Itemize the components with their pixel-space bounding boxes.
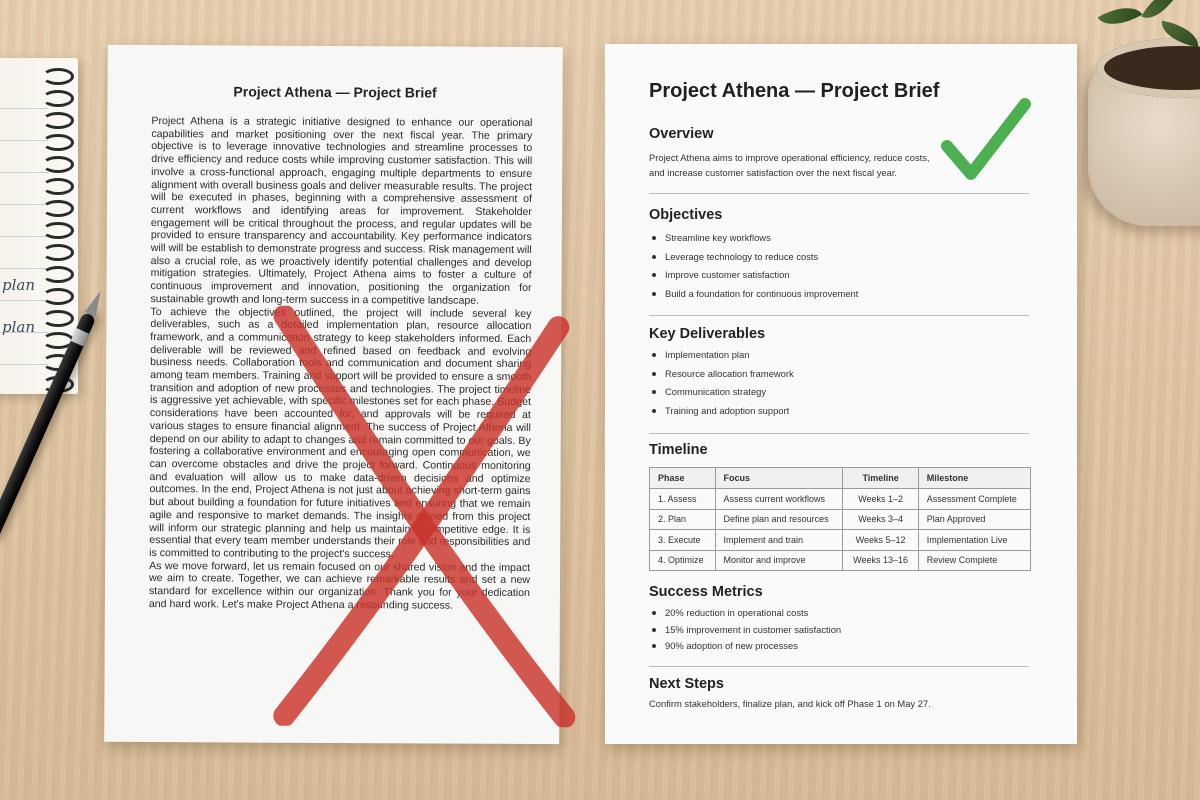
list-item: Improve customer satisfaction xyxy=(649,269,1033,288)
overview-line: Project Athena aims to improve operational efficiency, reduce costs, xyxy=(649,152,930,163)
list-item: Implementation plan xyxy=(649,349,1033,368)
left-document xyxy=(104,45,563,744)
plant-leaf xyxy=(1098,0,1143,35)
notebook-note: plan xyxy=(2,318,36,336)
list-item: Streamline key workflows xyxy=(649,232,1033,251)
table-row xyxy=(650,550,1031,571)
list-item: 15% improvement in customer satisfaction xyxy=(649,624,1033,641)
next-steps-text: Confirm stakeholders, finalize plan, and kick off Phase 1 on May 27. xyxy=(649,698,931,709)
overview-text xyxy=(649,150,947,180)
table-cell: Implementation Live xyxy=(918,530,1030,551)
metrics-heading: Success Metrics xyxy=(649,584,763,600)
plant-leaf xyxy=(1141,0,1178,26)
objectives-list xyxy=(649,232,1033,306)
table-header: Milestone xyxy=(918,468,1030,489)
table-cell: Weeks 3–4 xyxy=(843,509,918,530)
deliverables-list xyxy=(649,349,1033,423)
deliverables-heading: Key Deliverables xyxy=(649,326,766,342)
table-cell: Assess current workflows xyxy=(715,489,843,510)
table-cell: Assessment Complete xyxy=(918,489,1030,510)
table-cell: 1. Assess xyxy=(650,489,716,510)
right-document-title: Project Athena — Project Brief xyxy=(649,80,940,102)
overview-heading: Overview xyxy=(649,126,714,142)
table-cell: Weeks 1–2 xyxy=(843,489,918,510)
timeline-table xyxy=(649,467,1031,571)
list-item: 90% adoption of new processes xyxy=(649,640,1033,657)
objectives-heading: Objectives xyxy=(649,207,723,223)
divider xyxy=(649,433,1029,434)
spiral-notebook xyxy=(0,58,78,394)
left-document-title: Project Athena — Project Brief xyxy=(233,83,437,101)
metrics-list xyxy=(649,607,1033,657)
table-cell: Review Complete xyxy=(918,550,1030,571)
table-cell: Weeks 13–16 xyxy=(843,550,918,571)
timeline-heading: Timeline xyxy=(649,442,708,458)
list-item: Build a foundation for continuous improvement xyxy=(649,288,1033,307)
list-item: Communication strategy xyxy=(649,386,1033,405)
table-cell: Plan Approved xyxy=(918,509,1030,530)
divider xyxy=(649,666,1029,667)
red-x-icon xyxy=(264,306,586,728)
left-paragraph: As we move forward, let us remain focused on our shared vision and the impact we aim to create. Together, we can achieve remarkable results and set a new standard for excellence within our organization. Thank you for your dedication and hard work. Let's make Project Athena a resounding success. xyxy=(148,559,531,612)
table-cell: Define plan and resources xyxy=(715,509,843,530)
table-header: Timeline xyxy=(843,468,918,489)
left-paragraph: To achieve the objectives outlined, the project will include several key deliverables, such as a detailed implementation plan, resource allocation framework, and a communication strategy to keep stakeholders informed. Each deliverable will be reviewed and refined based on feedback and evolving business needs. Collaboration tools and communication and document sharing among team members. Training and support will be provided to ensure a smooth transition and adoption of new processes and technologies. The project timeline is aggressive yet achievable, with specific milestones set for each phase. Budget considerations have been accounted for, and approvals will be required at various stages to ensure financial alignment. The success of Project Athena will depend on our ability to adapt to changes and remain committed to our goals. By fostering a collaborative environment and encouraging open communication, we can overcome obstacles and drive the project forward. Continuous monitoring and evaluation will allow us to make data-driven decisions and optimize outcomes. In the end, Project Athena is not just about achieving short-term gains but about building a foundation for future initiatives and ensuring that we remain agile and responsive to market demands. The insights gained from this project will inform our strategic planning and help us maintain a competitive edge. It is essential that every team member understands their role and responsibilities and is committed to contributing to the project's success. xyxy=(149,305,532,561)
list-item: 20% reduction in operational costs xyxy=(649,607,1033,624)
list-item: Training and adoption support xyxy=(649,405,1033,424)
table-cell: 3. Execute xyxy=(650,530,716,551)
table-row xyxy=(650,530,1031,551)
plant-pot xyxy=(1088,56,1200,226)
table-cell: Monitor and improve xyxy=(715,550,843,571)
right-document xyxy=(605,44,1077,744)
list-item: Leverage technology to reduce costs xyxy=(649,251,1033,270)
table-cell: 4. Optimize xyxy=(650,550,716,571)
table-header: Focus xyxy=(715,468,843,489)
divider xyxy=(649,193,1029,194)
next-steps-heading: Next Steps xyxy=(649,676,724,692)
notebook-note: plan xyxy=(2,276,36,294)
overview-line: and increase customer satisfaction over the next fiscal year. xyxy=(649,167,898,178)
table-row xyxy=(650,489,1031,510)
list-item: Resource allocation framework xyxy=(649,368,1033,387)
left-paragraph: Project Athena is a strategic initiative designed to enhance our operational capabilities and market positioning over the next fiscal year. The primary objective is to leverage innovative technologies and streamline processes to drive efficiency and reduce costs while improving customer satisfaction. This will involve a cross-functional approach, engaging multiple departments to ensure alignment with overall business goals and deliver measurable results. The project will be executed in phases, beginning with a comprehensive assessment of current workflows and identifying areas for improvement. Stakeholder engagement will be critical throughout the process, and regular updates will be provided to ensure transparency and accountability. Key performance indicators will will be establish to demonstrate progress and success. Risk management will also a crucial role, as we proactively identify potential challenges and develop mitigation strategies. Ultimately, Project Athena aims to foster a culture of continuous improvement and innovation, positioning the organization for sustainable growth and long-term success in a competitive landscape. xyxy=(150,115,533,307)
table-row xyxy=(650,509,1031,530)
table-cell: 2. Plan xyxy=(650,509,716,530)
table-cell: Implement and train xyxy=(715,530,843,551)
table-cell: Weeks 5–12 xyxy=(843,530,918,551)
table-header-row xyxy=(650,468,1031,489)
divider xyxy=(649,315,1029,316)
table-header: Phase xyxy=(650,468,716,489)
